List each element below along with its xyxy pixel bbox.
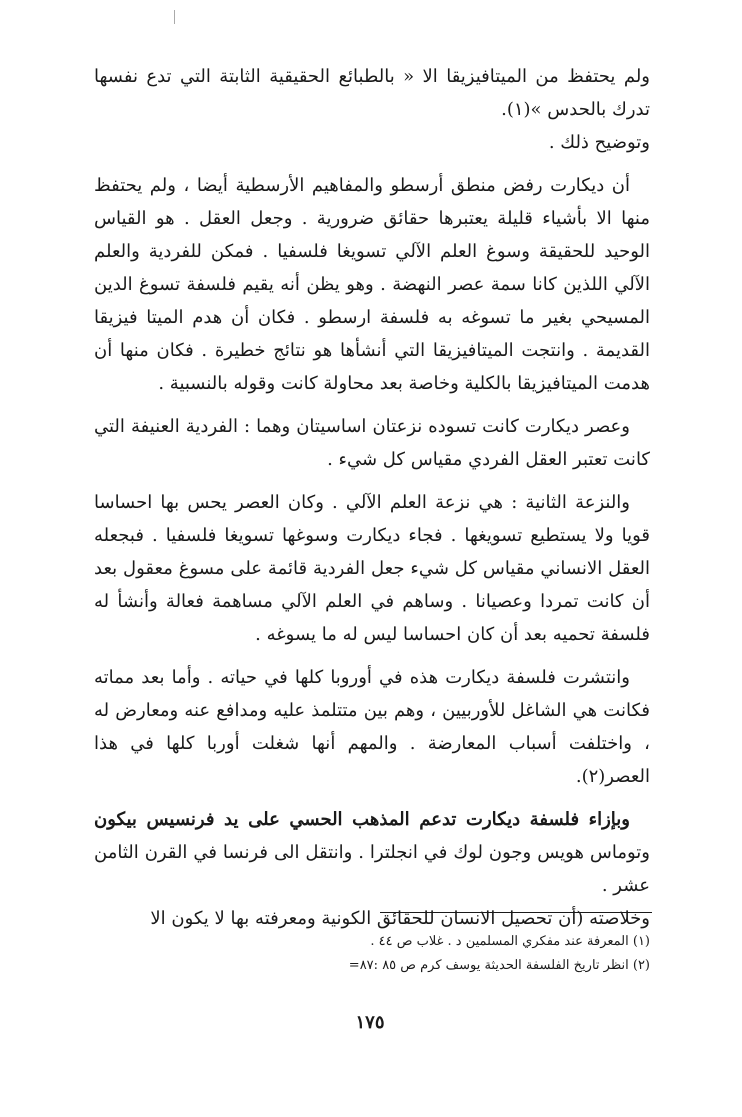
footnote-divider [380,912,652,913]
page-number: ١٧٥ [355,1012,385,1033]
page-body [94,60,650,935]
footnote-2: (٢) انظر تاريخ الفلسفة الحديثة يوسف كرم ص ٨٥ :٨٧= [348,958,650,973]
paragraph-descartes-era: وعصر ديكارت كانت تسوده نزعتان اساسيتان وهما : الفردية العنيفة التي كانت تعتبر العقل الفردي مقياس كل شيء . [94,416,650,470]
paragraph-empiricism [94,803,650,902]
scan-mark [174,10,175,24]
paragraph-empiricism-bold-lead: وبإزاء فلسفة ديكارت تدعم المذهب الحسي على يد فرنسيس بيكون [94,809,630,830]
paragraph-empiricism-rest: وتوماس هويس وجون لوك في انجلترا . وانتقل الى فرنسا في القرن الثامن عشر . [94,842,650,896]
paragraph-intro: ولم يحتفظ من الميتافيزيقا الا « بالطبائع الحقيقية الثابتة التي تدع نفسها تدرك بالحدس »(١). [94,66,650,120]
paragraph-spread-in-europe: وانتشرت فلسفة ديكارت هذه في أوروبا كلها في حياته . وأما بعد مماته فكانت هي الشاغل للأوربيين ، وهم بين متتلمذ عليه ومدافع عنه ومعارض له ، واختلفت أسباب المعارضة . والمهم أنها شغلت أوربا كلها في هذا العصر(٢). [94,667,650,787]
paragraph-second-tendency: والنزعة الثانية : هي نزعة العلم الآلي . وكان العصر يحس بها احساسا قويا ولا يستطيع تسويغها . فجاء ديكارت وسوغها تسويغا فلسفيا . فبجعله العقل الانساني مقياس كل شيء جعل الفردية قائمة على مسوغ معقول بعد أن كانت تمردا وعصيانا . وساهم في العلم الآلي مساهمة فعالة وأنشأ له فلسفة تحميه بعد أن كان احساسا ليس له ما يسوغه . [94,492,650,645]
footnote-1: (١) المعرفة عند مفكري المسلمين د . غلاب ص ٤٤ . [370,934,650,949]
paragraph-explanation-lead: وتوضيح ذلك . [548,132,650,153]
paragraph-summary: وخلاصته (أن تحصيل الانسان للحقائق الكونية ومعرفته بها لا يكون الا [150,908,650,929]
paragraph-descartes-rejection: أن ديكارت رفض منطق أرسطو والمفاهيم الأرسطية أيضا ، ولم يحتفظ منها الا بأشياء قليلة يعتبرها حقائق ضرورية . وجعل العقل . هو القياس الوحيد للحقيقة وسوغ العلم الآلي تسويغا فلسفيا . فمكن للفردية والعلم الآلي اللذين كانا سمة عصر النهضة . وهو يظن أنه يقيم فلسفة تسوغ الدين المسيحي بغير ما تسوغه به فلسفة ارسطو . فكان أن هدم الميتا فيزيقا القديمة . وانتجت الميتافيزيقا التي أنشأها هو نتائج خطيرة . فكان منها أن هدمت الميتافيزيقا بالكلية وخاصة بعد محاولة كانت وقوله بالنسبية . [94,175,650,394]
footnotes [120,930,650,978]
